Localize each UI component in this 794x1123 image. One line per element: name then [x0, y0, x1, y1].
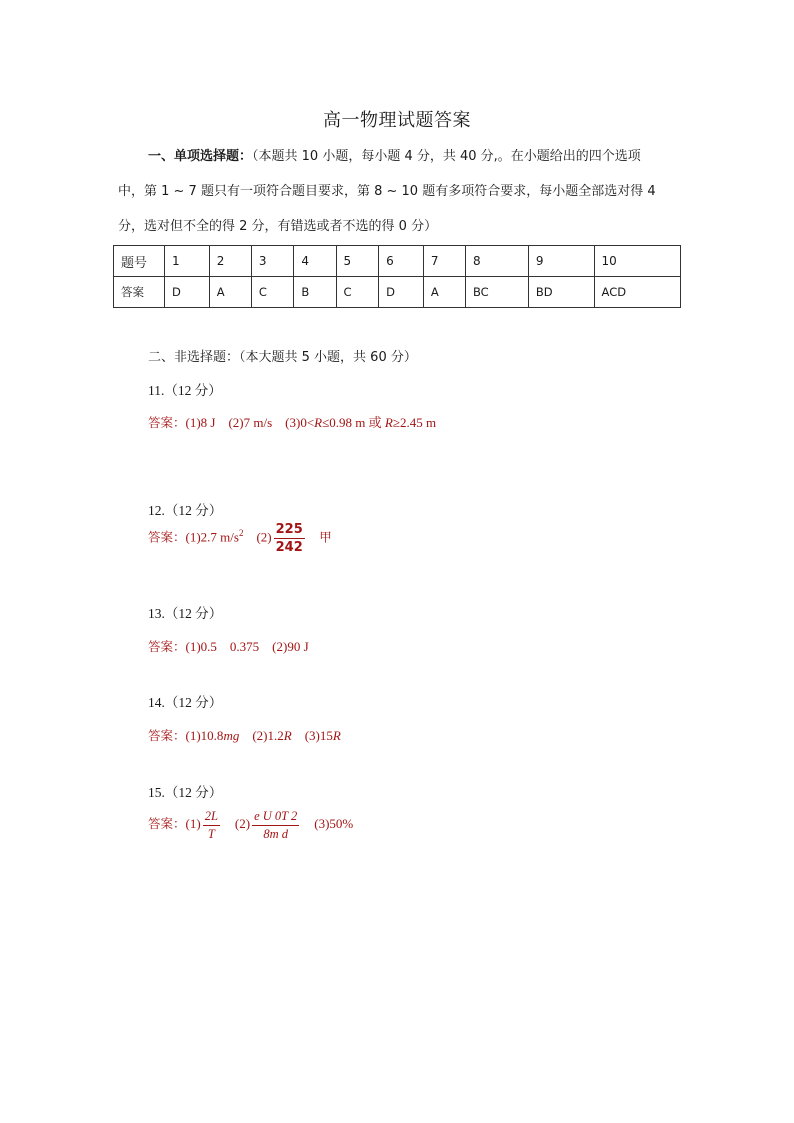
- section1-line1: [148, 145, 641, 164]
- fraction-denominator: 242: [275, 540, 303, 555]
- answer-text: ≥2.45 m: [392, 415, 437, 430]
- answer-text: (3)50%: [301, 815, 354, 831]
- answer-fraction: [274, 523, 305, 554]
- section2-intro: （本大题共 5 小题，共 60 分）: [239, 350, 417, 365]
- fraction-denominator: 8m d: [252, 825, 299, 841]
- answer-text: (2): [243, 529, 272, 545]
- answer-label: 答案：: [148, 639, 186, 654]
- question-12-heading: 12.（12 分）: [148, 503, 223, 518]
- answer-label: 答案：: [148, 415, 186, 430]
- answer-label: 答案：: [148, 728, 186, 743]
- table-cell: ACD: [594, 277, 680, 308]
- table-cell: C: [336, 277, 379, 308]
- table-cell: BD: [528, 277, 594, 308]
- table-cell: 7: [423, 246, 465, 277]
- table-cell: 2: [209, 246, 251, 277]
- table-cell: C: [251, 277, 294, 308]
- question-14-heading: 14.（12 分）: [148, 695, 223, 710]
- fraction-denominator: T: [203, 825, 220, 841]
- question-12-answer: [148, 523, 332, 554]
- table-cell: A: [209, 277, 251, 308]
- answer-text: (1)2.7 m/s: [185, 529, 239, 545]
- table-cell: 10: [594, 246, 680, 277]
- question-15-answer: [148, 810, 353, 840]
- table-cell: A: [423, 277, 465, 308]
- answer-text: (1)8 J (2)7 m/s (3)0<: [185, 415, 315, 430]
- answer-text: (3)15: [291, 728, 333, 743]
- table-row-numbers: [114, 246, 681, 277]
- table-cell: D: [165, 277, 210, 308]
- answer-variable: R: [384, 415, 393, 430]
- section1-intro: （本题共 10 小题，每小题 4 分，共 40 分,。在小题给出的四个选项: [252, 149, 641, 164]
- answer-text: (2)1.2: [239, 728, 284, 743]
- answer-text: 甲: [306, 529, 332, 545]
- section2-heading: 二、非选择题：: [148, 350, 240, 365]
- table-cell: 5: [336, 246, 379, 277]
- answer-label: 答案：: [148, 815, 186, 831]
- answer-variable: R: [332, 728, 341, 743]
- table-cell: B: [294, 277, 336, 308]
- answer-fraction: [203, 810, 220, 840]
- answer-text: ≤0.98 m 或: [322, 415, 385, 430]
- question-11-heading: 11.（12 分）: [148, 383, 222, 398]
- table-cell: 3: [251, 246, 294, 277]
- fraction-numerator: 2L: [204, 809, 218, 823]
- table-cell: 9: [528, 246, 594, 277]
- answer-superscript: 2: [238, 528, 244, 539]
- table-row-answers: [114, 277, 681, 308]
- table-cell: 8: [465, 246, 528, 277]
- fraction-numerator: e U 0T 2: [254, 809, 298, 823]
- question-11-answer: [148, 412, 436, 431]
- question-13-heading: 13.（12 分）: [148, 606, 223, 621]
- question-15-heading: 15.（12 分）: [148, 785, 223, 800]
- answer-variable: mg: [223, 728, 240, 743]
- table-cell: BC: [465, 277, 528, 308]
- table-cell: 6: [379, 246, 424, 277]
- row-header-number: 题号: [114, 246, 165, 277]
- answer-text: (2): [221, 815, 251, 831]
- answer-table: [113, 245, 681, 308]
- fraction-numerator: 225: [275, 522, 303, 537]
- section1-line3: 分，选对但不全的得 2 分，有错选或者不选的得 0 分）: [118, 219, 438, 234]
- question-13-answer: [148, 636, 309, 655]
- row-header-answer: 答案: [114, 277, 165, 308]
- section1-line2: 中，第 1 ~ 7 题只有一项符合题目要求，第 8 ~ 10 题有多项符合要求，每小题全部选对得 4: [118, 184, 656, 199]
- answer-variable: R: [314, 415, 323, 430]
- section2-line: [148, 346, 417, 365]
- question-14-answer: [148, 725, 341, 744]
- answer-label: 答案：: [148, 529, 186, 545]
- table-cell: D: [379, 277, 424, 308]
- answer-fraction: [252, 810, 299, 840]
- section1-heading: 一、单项选择题：: [148, 149, 253, 164]
- table-cell: 4: [294, 246, 336, 277]
- answer-text: (1): [185, 815, 201, 831]
- answer-text: (1)10.8: [185, 728, 224, 743]
- answer-text: (1)0.5 0.375 (2)90 J: [185, 639, 309, 654]
- table-cell: 1: [165, 246, 210, 277]
- page-title: 高一物理试题答案: [323, 110, 471, 131]
- answer-variable: R: [283, 728, 292, 743]
